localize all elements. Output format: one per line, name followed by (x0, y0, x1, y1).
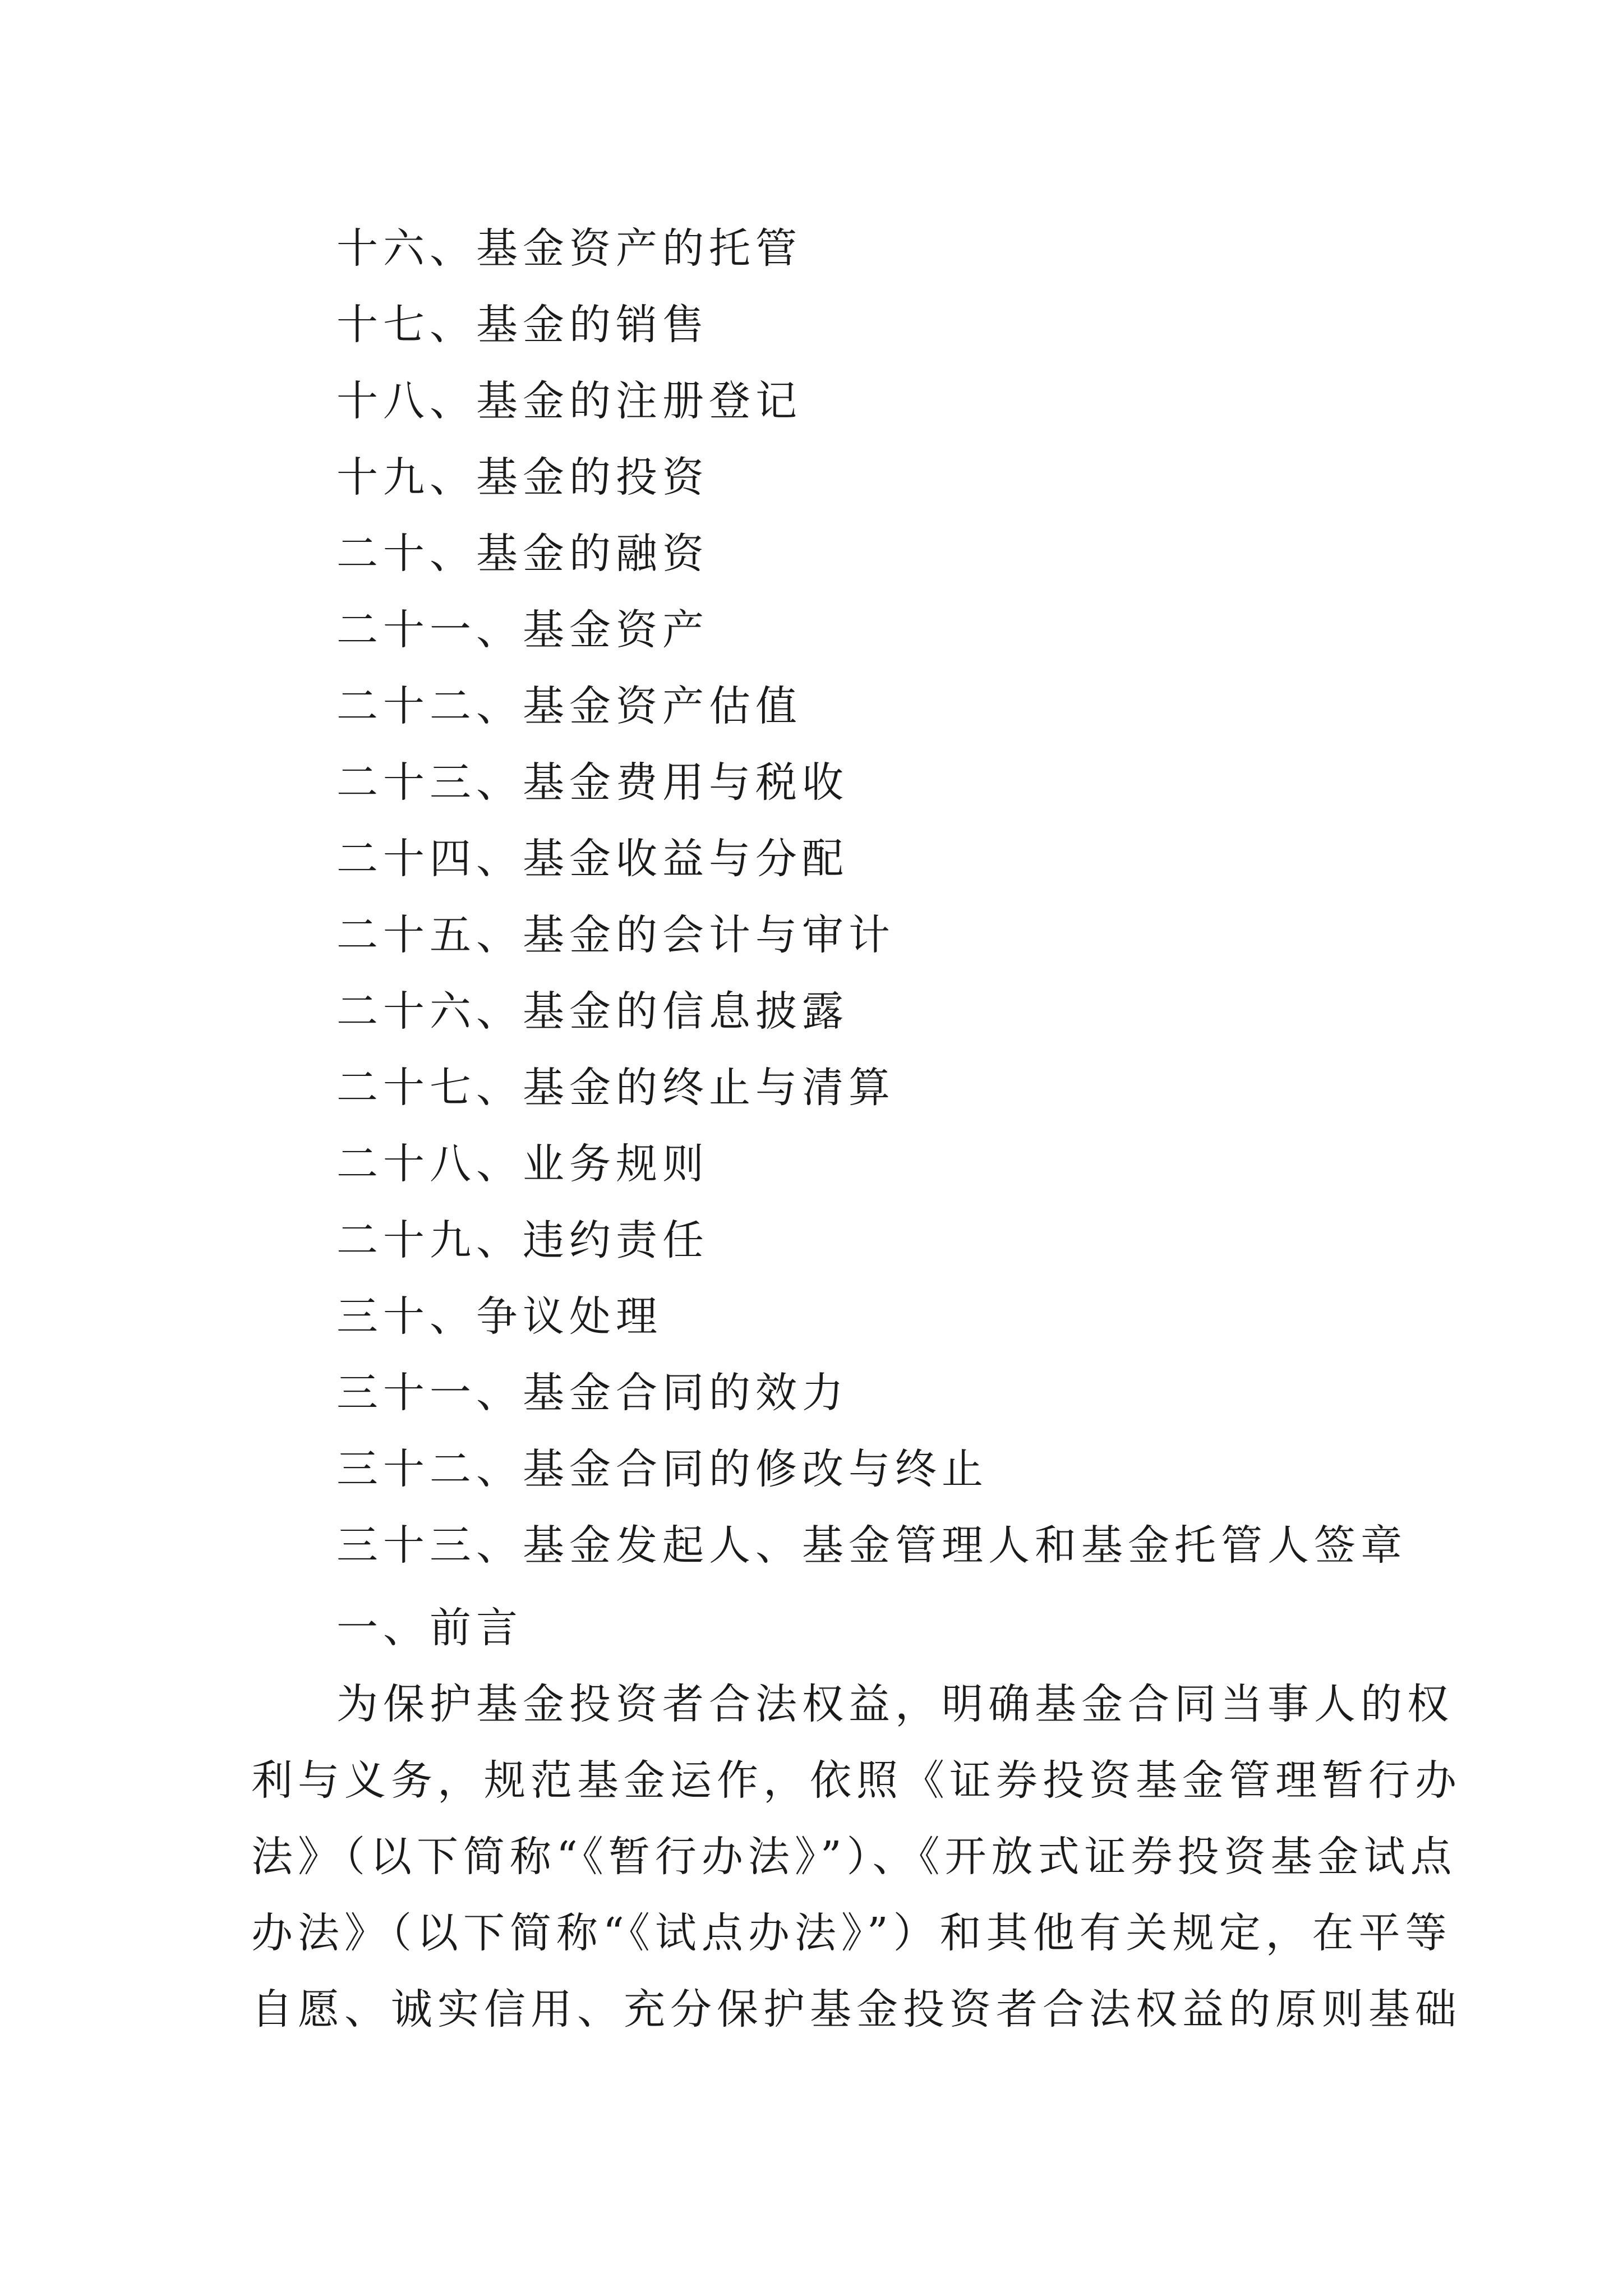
toc-item: 二十七、基金的终止与清算 (336, 1064, 895, 1112)
toc-item: 二十九、违约责任 (336, 1216, 709, 1264)
toc-item: 三十二、基金合同的修改与终止 (336, 1445, 988, 1493)
toc-item: 二十八、业务规则 (336, 1140, 709, 1188)
toc-item: 十八、基金的注册登记 (336, 377, 802, 425)
section-heading: 一、前言 (336, 1604, 523, 1652)
paragraph-line: 利与义务，规范基金运作，依照《证券投资基金管理暂行办 (251, 1756, 1461, 1805)
paragraph-line: 办法》（以下简称“《试点办法》”）和其他有关规定，在平等 (251, 1909, 1452, 1957)
toc-item: 三十一、基金合同的效力 (336, 1369, 849, 1417)
toc-item: 二十、基金的融资 (336, 530, 709, 578)
toc-item: 十六、基金资产的托管 (336, 224, 802, 273)
paragraph-line: 为保护基金投资者合法权益，明确基金合同当事人的权 (336, 1680, 1454, 1728)
toc-item: 二十四、基金收益与分配 (336, 835, 849, 883)
toc-item: 二十二、基金资产估值 (336, 682, 802, 730)
toc-item: 二十五、基金的会计与审计 (336, 911, 895, 959)
toc-item: 三十、争议处理 (336, 1292, 662, 1341)
toc-item: 二十六、基金的信息披露 (336, 987, 849, 1036)
toc-item: 二十三、基金费用与税收 (336, 758, 849, 807)
paragraph-line: 自愿、诚实信用、充分保护基金投资者合法权益的原则基础 (251, 1985, 1461, 2033)
preface-paragraph (251, 1666, 1461, 2047)
table-of-contents (336, 210, 1407, 1584)
toc-item: 十九、基金的投资 (336, 453, 709, 501)
toc-item: 三十三、基金发起人、基金管理人和基金托管人签章 (336, 1521, 1407, 1570)
toc-item: 二十一、基金资产 (336, 606, 709, 654)
toc-item: 十七、基金的销售 (336, 301, 709, 349)
paragraph-line: 法》（以下简称“《暂行办法》”）、《开放式证券投资基金试点 (251, 1833, 1457, 1881)
